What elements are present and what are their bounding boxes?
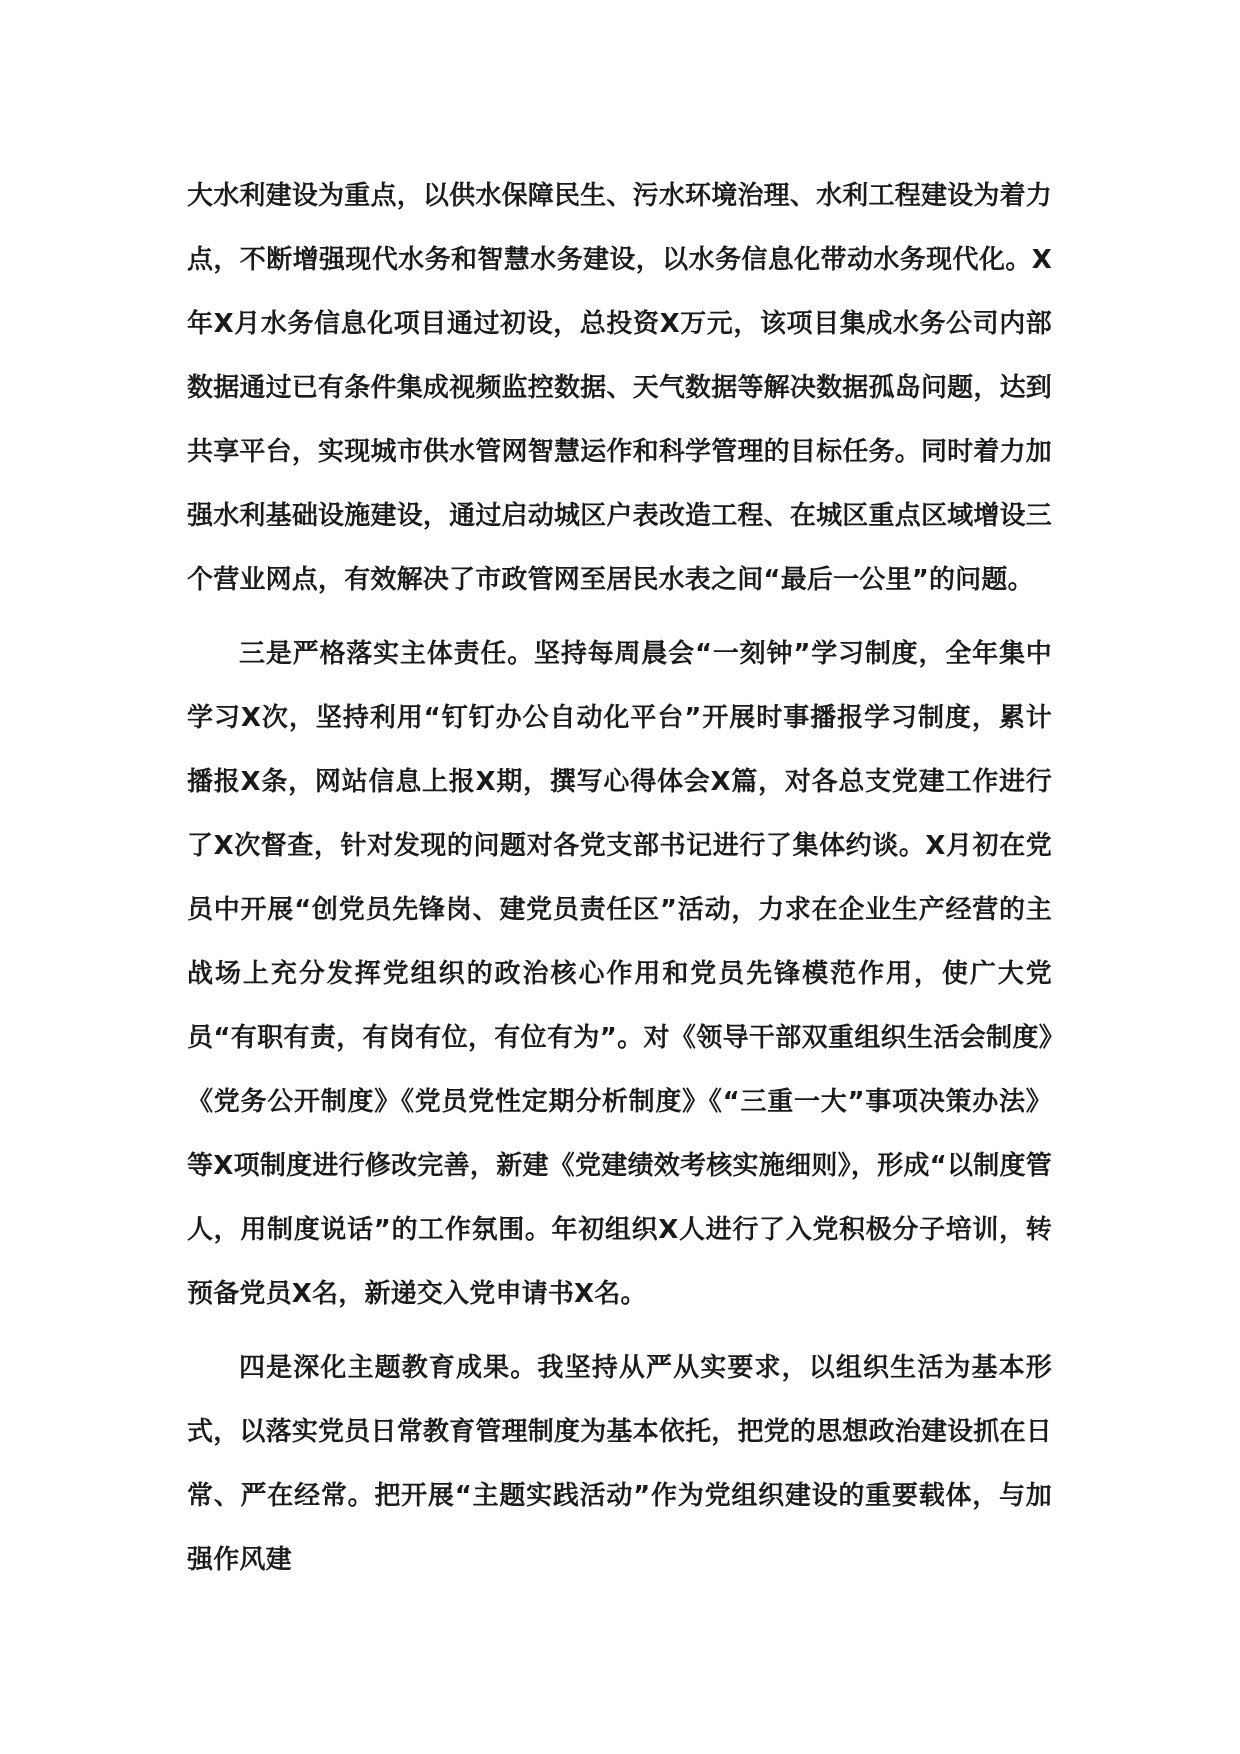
paragraph-third-point: 三是严格落实主体责任。坚持每周晨会“一刻钟”学习制度，全年集中学习X次，坚持利用“钉钉办公自动化平台”开展时事播报学习制度，累计播报X条，网站信息上报X期，撰写心得体会X篇，对各总支党建工作进行了X次督查，针对发现的问题对各党支部书记进行了集体约谈。X月初在党员中开展“创党员先锋岗、建党员责任区”活动，力求在企业生产经营的主战场上充分发挥党组织的政治核心作用和党员先锋模范作用，使广大党员“有职有责，有岗有位，有位有为”。对《领导干部双重组织生活会制度》《党务公开制度》《党员党性定期分析制度》《“三重一大”事项决策办法》等X项制度进行修改完善，新建《党建绩效考核实施细则》，形成“以制度管人，用制度说话”的工作氛围。年初组织X人进行了入党积极分子培训，转预备党员X名，新递交入党申请书X名。 (187, 639, 1052, 1309)
paragraph-continuation: 大水利建设为重点，以供水保障民生、污水环境治理、水利工程建设为着力点，不断增强现代水务和智慧水务建设，以水务信息化带动水务现代化。X年X月水务信息化项目通过初设，总投资X万元，该项目集成水务公司内部数据通过已有条件集成视频监控数据、天气数据等解决数据孤岛问题，达到共享平台，实现城市供水管网智慧运作和科学管理的目标任务。同时着力加强水利基础设施建设，通过启动城区户表改造工程、在城区重点区域增设三个营业网点，有效解决了市政管网至居民水表之间“最后一公里”的问题。 (187, 181, 1052, 595)
document-body (187, 164, 1052, 1592)
paragraph-fourth-point: 四是深化主题教育成果。我坚持从严从实要求，以组织生活为基本形式，以落实党员日常教育管理制度为基本依托，把党的思想政治建设抓在日常、严在经常。把开展“主题实践活动”作为党组织建设的重要载体，与加强作风建 (187, 1353, 1052, 1575)
